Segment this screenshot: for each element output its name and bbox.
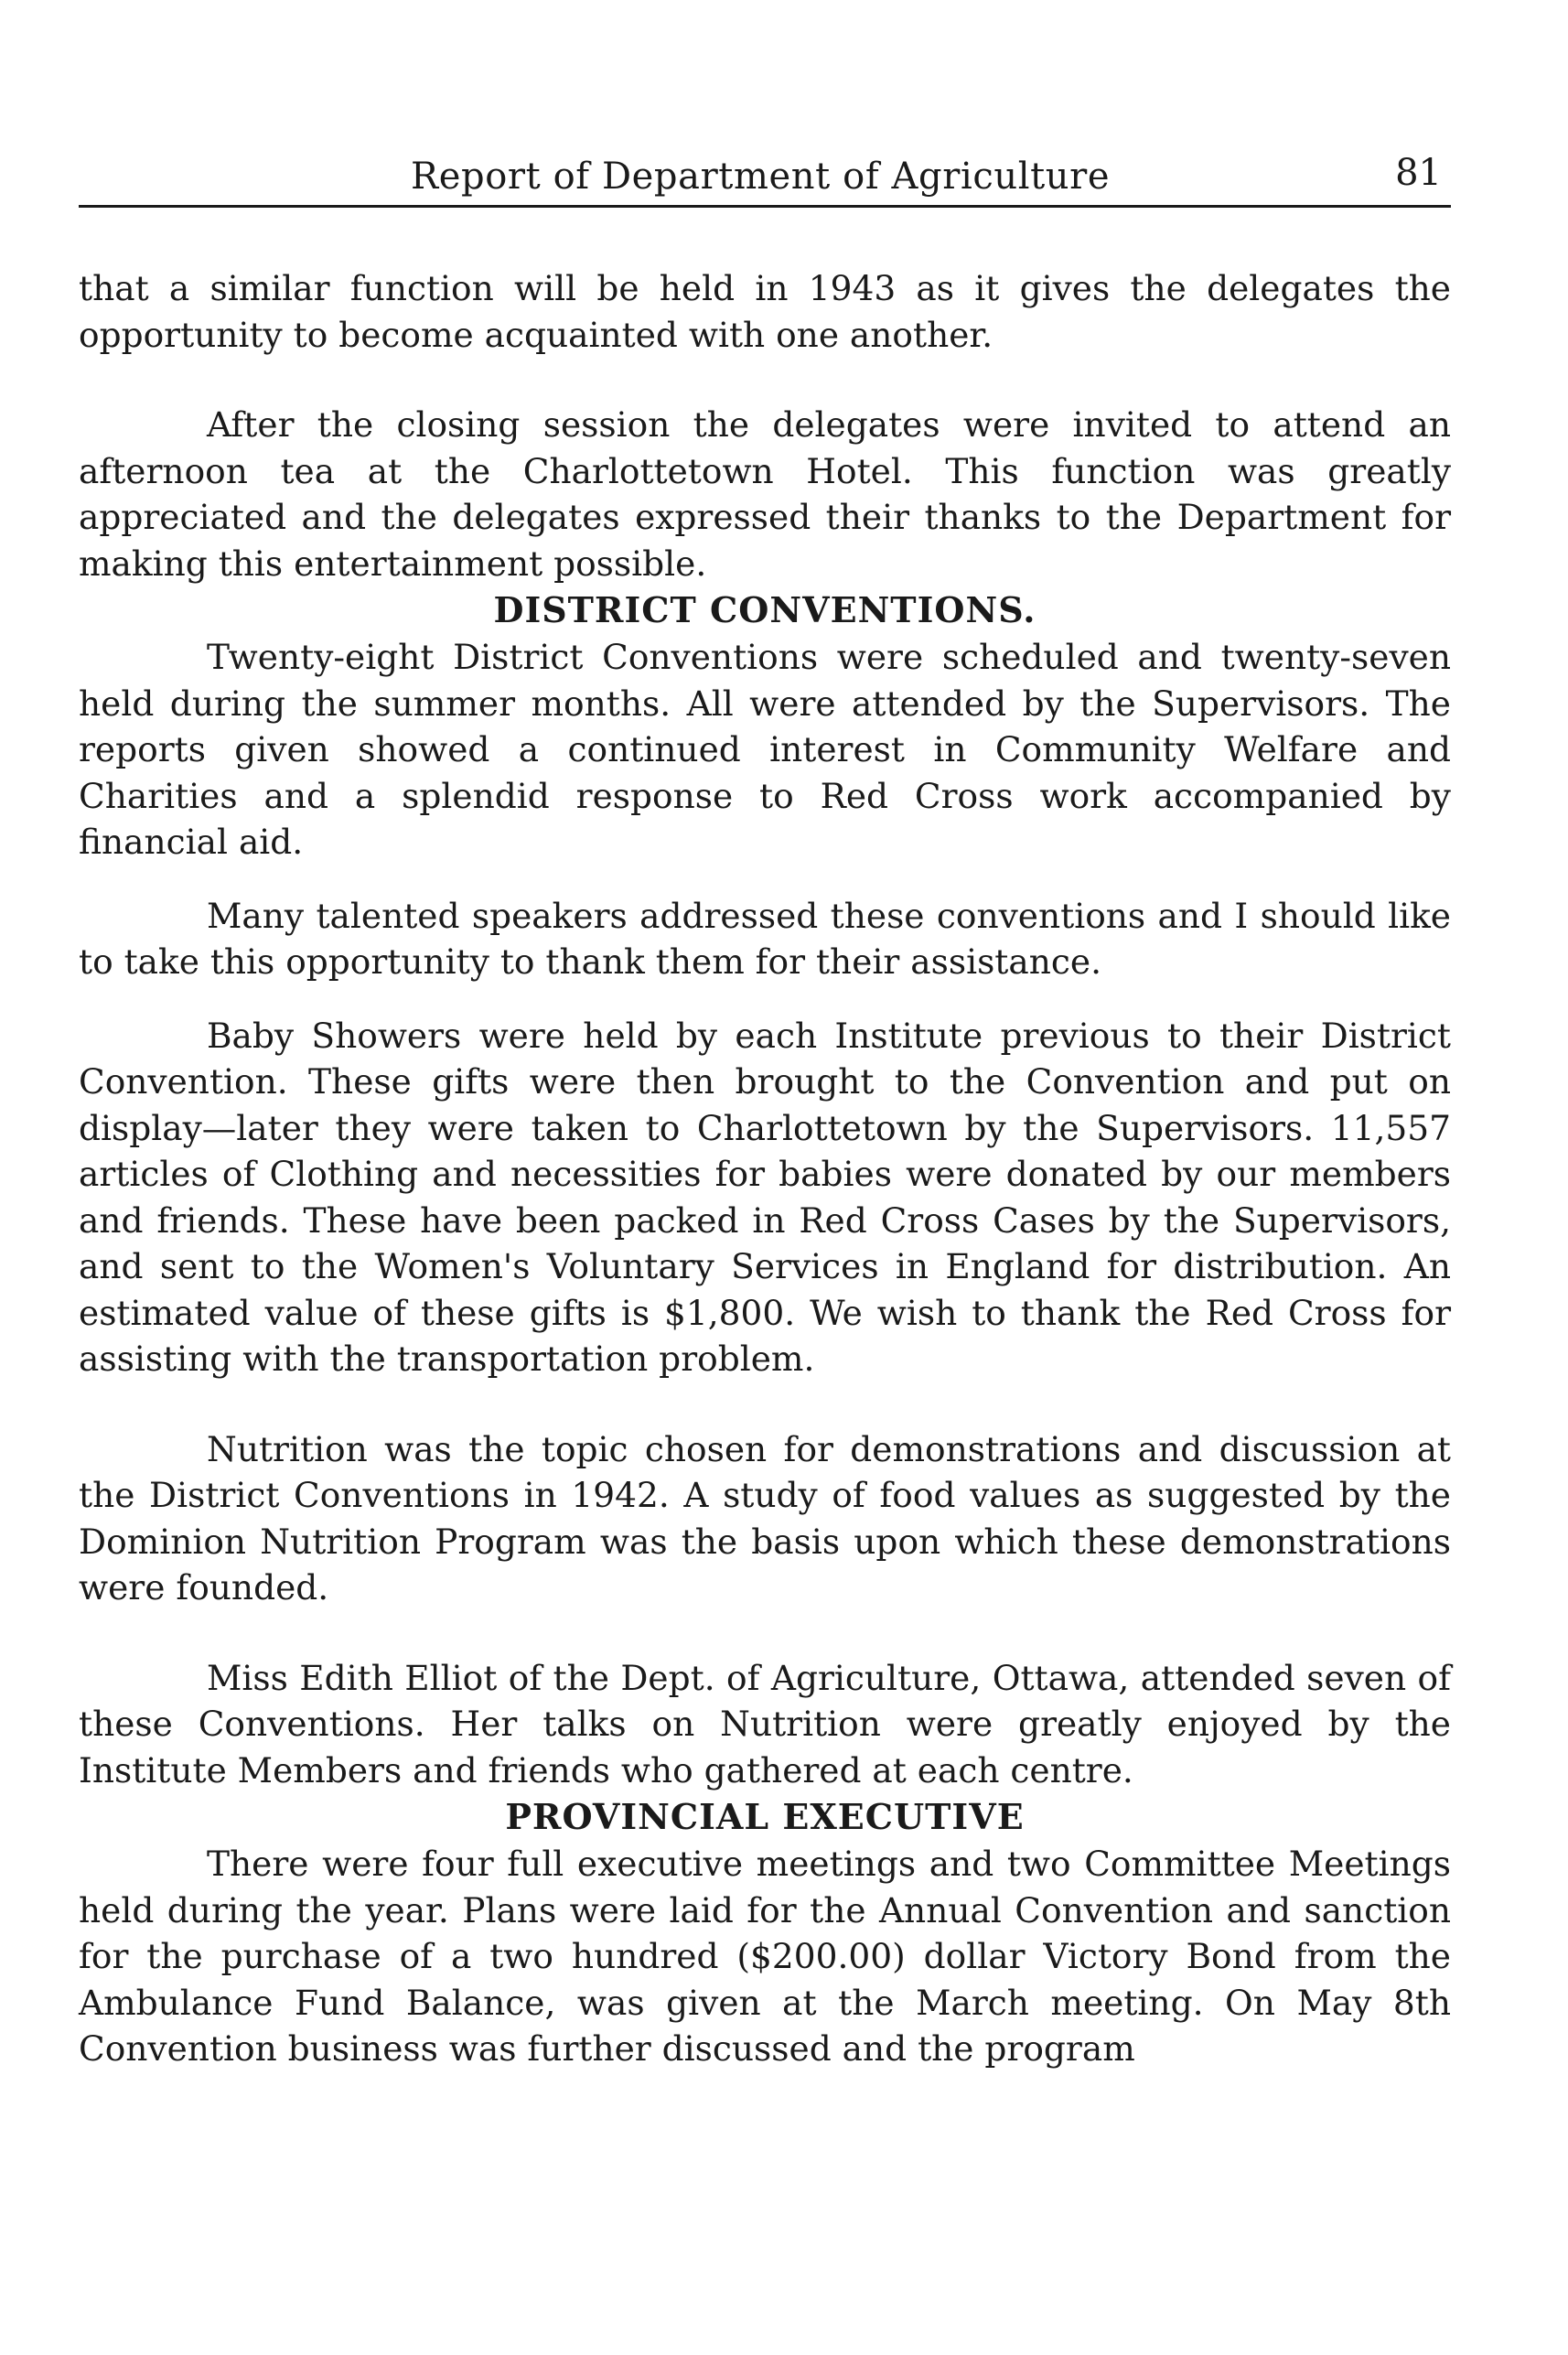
paragraph-provincial-executive: There were four full executive meetings and two Committee Meetings held during the year. Plans were laid for the Annual Convention and sanction for the purchase of a two hundred ($200.00) dollar Victory Bond from the Ambulance Fund Balance, was given at the March meeting. On May 8th Convention business was further discussed and the program [79, 1844, 1451, 2069]
paragraph-edith-elliot: Miss Edith Elliot of the Dept. of Agriculture, Ottawa, attended seven of these Conventions. Her talks on Nutrition were greatly enjoyed by the Institute Members and friends who gathered at each centre. [79, 1657, 1451, 1790]
paragraph-nutrition: Nutrition was the topic chosen for demonstrations and discussion at the District Conventions in 1942. A study of food values as suggested by the Dominion Nutrition Program was the basis upon which these demonstrations were founded. [79, 1428, 1451, 1608]
paragraph-speakers: Many talented speakers addressed these conventions and I should like to take this opportunity to thank them for their assistance. [79, 895, 1451, 982]
paragraph-continuation: that a similar function will be held in 1943 as it gives the delegates the opportunity to become acquainted with one another. [79, 268, 1451, 355]
page-number: 81 [1395, 152, 1442, 194]
paragraph-afternoon-tea: After the closing session the delegates were invited to attend an afternoon tea at the Charlottetown Hotel. This function was greatly appreciated and the delegates expressed their thanks to the Department for making this entertainment possible. [79, 404, 1451, 584]
body-text [79, 265, 1451, 2072]
paragraph-district-conventions: Twenty-eight District Conventions were scheduled and twenty-seven held during the summer months. All were attended by the Supervisors. The reports given showed a continued interest in Community Welfare and Charities and a splendid response to Red Cross work accompanied by financial aid. [79, 637, 1451, 862]
section-heading-provincial-executive: PROVINCIAL EXECUTIVE [505, 1796, 1025, 1837]
section-heading-district-conventions: DISTRICT CONVENTIONS. [493, 589, 1036, 630]
running-header [79, 146, 1451, 208]
paragraph-baby-showers: Baby Showers were held by each Institute previous to their District Convention. These gifts were then brought to the Convention and put on display—later they were taken to Charlottetown by the Supervisors. 11,557 articles of Clothing and necessities for babies were donated by our members and friends. These have been packed in Red Cross Cases by the Supervisors, and sent to the Women's Voluntary Services in England for distribution. An estimated value of these gifts is $1,800. We wish to thank the Red Cross for assisting with the transportation problem. [79, 1015, 1451, 1379]
header-title: Report of Department of Agriculture [411, 156, 1111, 198]
